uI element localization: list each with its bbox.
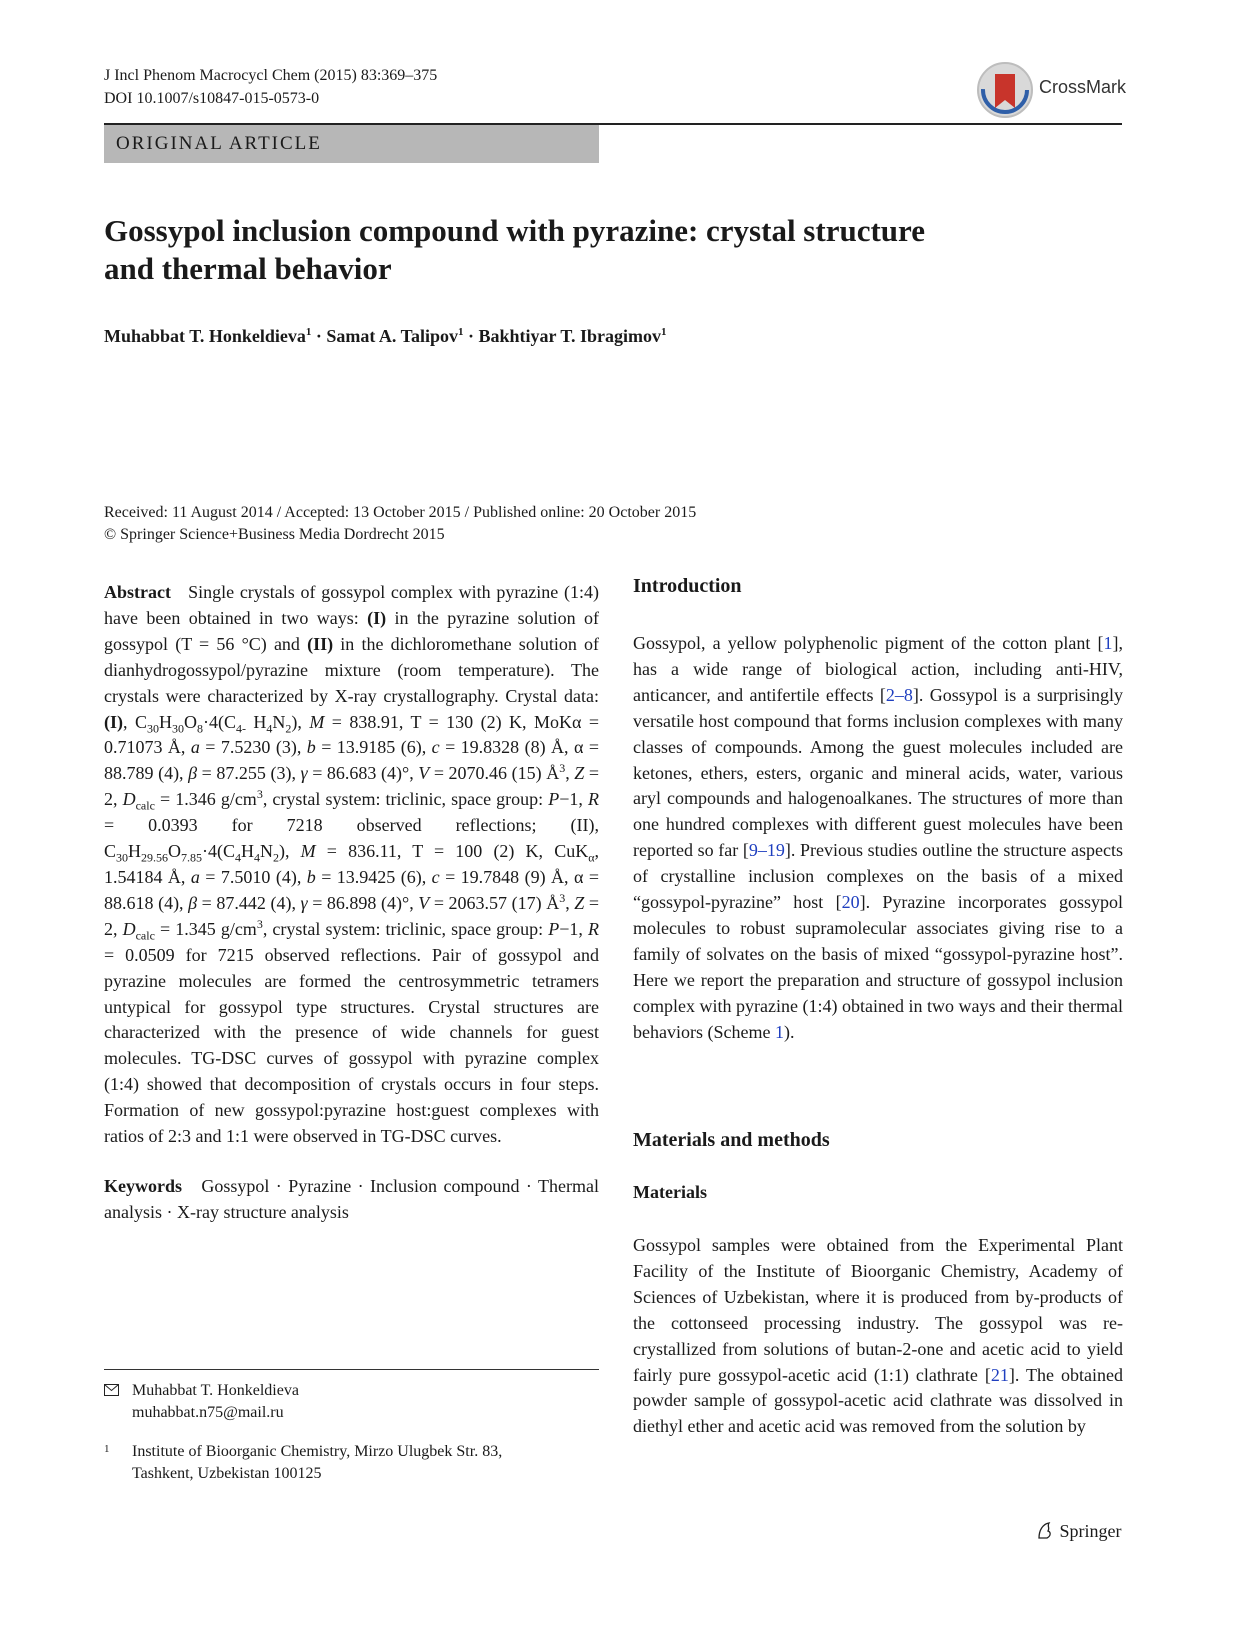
- affil-line: Tashkent, Uzbekistan 100125: [132, 1465, 322, 1482]
- publisher-logo: [1035, 1520, 1122, 1542]
- keywords-list: Gossypol · Pyrazine · Inclusion compound · Thermal analysis · X-ray structure analysis: [104, 1175, 600, 1222]
- intro-paragraph: [633, 631, 1123, 1046]
- methods-heading: Materials and methods: [633, 1129, 830, 1151]
- author-name[interactable]: Samat A. Talipov: [326, 326, 458, 346]
- abstract-text: Abstract Single crystals of gossypol complex with pyrazine (1:4) have been obtained in two ways: (I) in the pyrazine solution of gossypol (T = 56 °C) and (II) in the dichloromethane solution of dianhydrogossypol/pyrazine mixture (room temperature). The crystals were characterized by X-ray crystallography. Crystal data: (I), $C_{30}H_{30}O_8\cdot 4(C_{4-}$ $H_4N_2$), M = 838.91, T = 130 (2) K, MoKα = 0.71073 Å, a = 7.5230 (3), b = 13.9185 (6), c = 19.8328 (8) Å, α = 88.789 (4), β = 87.255 (3), γ = 86.683 (4)°, V = 2070.46 (15) $Å^3$, Z = 2, $D_{calc} = 1.346$ $g/cm^3$, crystal system: triclinic, space group: P−1, R = 0.0393 for 7218 observed reflections; (II), $C_{30}H_{29.56}O_{7.85}\cdot 4(C_4H_4N_2)$, M = 836.11, T = 100 (2) K, CuK$_\alpha$, 1.54184 Å, a = 7.5010 (4), b = 13.9425 (6), c = 19.7848 (9) Å, α = 88.618 (4), β = 87.442 (4), γ = 86.898 (4)°, V = 2063.57 (17) $Å^3$, Z = 2, $D_{calc} = 1.345$ $g/cm^3$, crystal system: triclinic, space group: P−1, R = 0.0509 for 7215 observed reflections. Pair of gossypol and pyrazine molecules are formed the centrosymmetric tetramers untypical for gossypol type structures. Crystal structures are characterized with the presence of wide channels for guest molecules. TG-DSC curves of gossypol with pyrazine complex (1:4) showed that decomposition of crystals occurs in four steps. Formation of new gossypol:pyrazine host:guest complexes with ratios of 2:3 and 1:1 were observed in TG-DSC curves.: [104, 582, 600, 1147]
- journal-line: J Incl Phenom Macrocycl Chem (2015) 83:369–375: [104, 67, 438, 84]
- copyright-line: © Springer Science+Business Media Dordrecht 2015: [104, 526, 445, 543]
- author-separator: ·: [311, 326, 327, 346]
- author-affil-mark: 1: [661, 326, 667, 338]
- affil-line: Institute of Bioorganic Chemistry, Mirzo Ulugbek Str. 83,: [132, 1443, 503, 1460]
- springer-horse-icon: [1035, 1520, 1055, 1540]
- intro-text: Gossypol, a yellow polyphenolic pigment of the cotton plant [1], has a wide range of biological action, including anti-HIV, anticancer, and antifertile effects [2–8]. Gossypol is a surprisingly versatile host compound that forms inclusion complexes with many classes of compounds. Among the guest molecules included are ketones, ethers, esters, organic and mineral acids, water, various aryl compounds and halogenoalkanes. The structures of more than one hundred complexes with different guest molecules have been reported so far [9–19]. Previous studies outline the structure aspects of crystalline inclusion complexes on the basis of a mixed “gossypol-pyrazine” host [20]. Pyrazine incorporates gossypol molecules to robust supramolecular associates giving rise to a family of solvates on the basis of mixed “gossypol-pyrazine host”. Here we report the preparation and structure of gossypol inclusion complex with pyrazine (1:4) obtained in two ways and their thermal behaviors (Scheme 1).: [633, 633, 1123, 1042]
- journal-citation: [104, 64, 437, 110]
- author-affil-mark: 1: [457, 326, 464, 338]
- keywords-label: Keywords: [104, 1175, 182, 1196]
- materials-paragraph: [633, 1233, 1123, 1440]
- doi-line[interactable]: DOI 10.1007/s10847-015-0573-0: [104, 90, 320, 107]
- author-affil-mark: 1: [305, 326, 312, 338]
- crossmark-label: CrossMark: [1039, 77, 1127, 97]
- title-line: and thermal behavior: [104, 251, 392, 286]
- crossmark-badge[interactable]: [975, 60, 1127, 120]
- abstract-section: [104, 580, 599, 1226]
- contact-email[interactable]: muhabbat.n75@mail.ru: [132, 1404, 284, 1421]
- publisher-name: Springer: [1059, 1521, 1122, 1541]
- keywords: [104, 1174, 599, 1226]
- corresponding-author: [104, 1380, 599, 1424]
- article-type-banner: ORIGINAL ARTICLE: [104, 125, 599, 163]
- author-name[interactable]: Muhabbat T. Honkeldieva: [104, 326, 306, 346]
- author-separator: ·: [463, 326, 479, 346]
- crossmark-icon: [975, 60, 1035, 120]
- publication-dates: [104, 502, 696, 546]
- title-line: Gossypol inclusion compound with pyrazine: crystal structure: [104, 213, 925, 248]
- author-list: [104, 324, 667, 348]
- intro-heading: Introduction: [633, 575, 742, 597]
- article-title: [104, 212, 1114, 288]
- history-line: Received: 11 August 2014 / Accepted: 13 October 2015 / Published online: 20 October 2015: [104, 504, 697, 521]
- materials-text: Gossypol samples were obtained from the Experimental Plant Facility of the Institute of Bioorganic Chemistry, Academy of Sciences of Uzbekistan, where it is produced from by-products of the cottonseed processing industry. The gossypol was re-crystallized from solutions of butan-2-one and acetic acid to yield fairly pure gossypol-acetic acid (1:1) clathrate [21]. The obtained powder sample of gossypol-acetic acid clathrate was dissolved in diethyl ether and acetic acid was removed from the solution by: [633, 1235, 1123, 1437]
- abstract-label: Abstract: [104, 582, 171, 602]
- author-name[interactable]: Bakhtiyar T. Ibragimov: [478, 326, 661, 346]
- affil-mark: 1: [104, 1443, 110, 1455]
- materials-heading: Materials: [633, 1182, 707, 1202]
- affiliation-footnote: [104, 1441, 599, 1485]
- envelope-icon: [104, 1384, 119, 1396]
- contact-name: Muhabbat T. Honkeldieva: [132, 1382, 299, 1399]
- footnote-rule: [104, 1369, 599, 1370]
